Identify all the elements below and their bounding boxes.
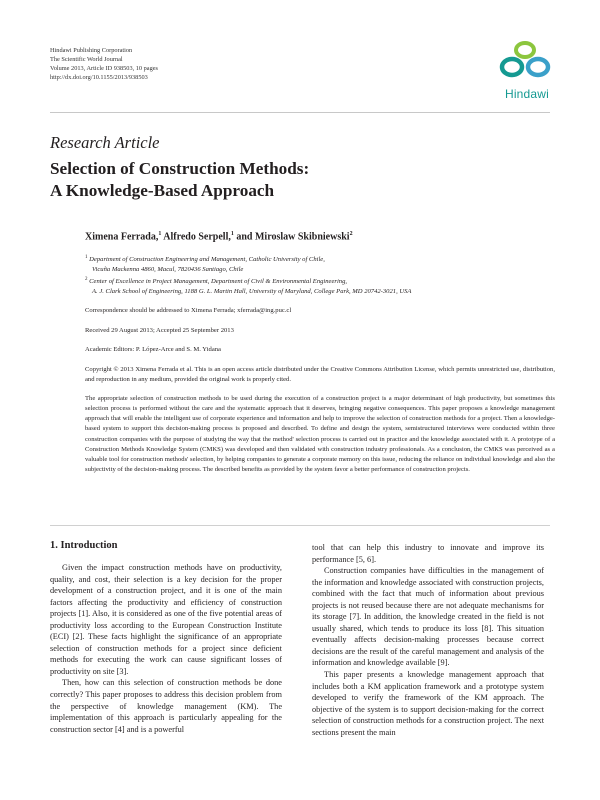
publisher-name: Hindawi Publishing Corporation bbox=[50, 47, 133, 54]
author-affiliation-mark: 1 bbox=[230, 231, 234, 237]
affiliation-2-address: A. J. Clark School of Engineering, 1188 G. L. Martin Hall, University of Maryland, College Park, MD 20742-3021, USA bbox=[92, 288, 412, 296]
doi-link[interactable]: http://dx.doi.org/10.1155/2013/938503 bbox=[50, 74, 148, 81]
author-affiliation-mark: 2 bbox=[349, 231, 353, 237]
affiliations bbox=[85, 253, 555, 297]
abstract: The appropriate selection of construction methods to be used during the execution of a construction project is a major determinant of high productivity, but sometimes this selection process is performed without the care and the systematic approach that it deserves, bringing negative consequences. This paper proposes a knowledge management approach that will enable the intelligent use of corporate experience and information and help to improve the selection of construction methods for a project. Then a knowledge-based system to support this decision-making process is proposed and described. To define and design the system, semistructured interviews were conducted within three construction companies with the purpose of studying the way that the method' selection process is carried out in practice and the knowledge associated with it. A prototype of a Construction Methods Knowledge System (CMKS) was developed and then validated with construction industry professionals. As a conclusion, the CMKS was perceived as a valuable tool for construction methods' selection, by helping companies to generate a corporate memory on this issue, reducing the reliance on individual knowledge and also the subjectivity of the decision-making process. The described benefits as provided by the system favor a better performance of construction projects. bbox=[85, 395, 555, 474]
author-name: and Miroslaw Skibniewski bbox=[236, 231, 350, 243]
author-name: Alfredo Serpell, bbox=[163, 231, 231, 243]
paragraph: Then, how can this selection of construction methods be done correctly? This paper proposes to address this decision problem from the perspective of knowledge management (KM). The implementation of this approach is particularly appealing for the construction sector [4] and is a powerful bbox=[50, 678, 282, 734]
header-divider bbox=[50, 112, 550, 113]
article-type: Research Article bbox=[50, 133, 160, 152]
paragraph: tool that can help this industry to innovate and improve its performance [5, 6]. bbox=[312, 543, 544, 564]
author-affiliation-mark: 1 bbox=[158, 231, 162, 237]
hindawi-rings-icon bbox=[494, 38, 556, 88]
academic-editors: Academic Editors: P. López-Arce and S. M. Yidana bbox=[85, 346, 221, 353]
journal-header bbox=[50, 46, 158, 82]
hindawi-logo bbox=[494, 38, 556, 104]
author-list bbox=[85, 231, 353, 242]
correspondence: Correspondence should be addressed to Ximena Ferrada; xferrada@ing.puc.cl bbox=[85, 307, 292, 314]
paragraph: This paper presents a knowledge management approach that includes both a KM application framework and a prototype system developed to verify the framework of the KM approach. The objective of the system is to support decision-making for the correct selection of construction methods for a construction project. The next sections present the main bbox=[312, 670, 544, 737]
affiliation-1-address: Vicuña Mackenna 4860, Macul, 7820436 Santiago, Chile bbox=[92, 266, 244, 274]
section-divider bbox=[50, 525, 550, 526]
author-name: Ximena Ferrada, bbox=[85, 231, 159, 243]
article-title bbox=[50, 158, 550, 202]
section-heading: 1. Introduction bbox=[50, 540, 118, 551]
affiliation-1: $^1$ Department of Construction Engineering and Management, Catholic University of Chile, bbox=[85, 255, 325, 264]
paragraph: Given the impact construction methods have on productivity, quality, and cost, their selection is a key decision for the proper development of a construction project, and it is one of the main factors affecting the productivity and efficiency of construction projects [1]. Also, it is considered as one of the five potential areas of productivity loss according to the European Construction Institute (ECI) [2]. These facts highlight the significance of an appropriate selection of construction methods for a project since deficient methods for executing the work can cause significant losses of productivity on site [3]. bbox=[50, 563, 282, 676]
journal-name: The Scientific World Journal bbox=[50, 56, 123, 63]
title-line-1: Selection of Construction Methods: bbox=[50, 159, 310, 178]
copyright-notice: Copyright © 2013 Ximena Ferrada et al. This is an open access article distributed under the Creative Commons Attribution License, which permits unrestricted use, distribution, and reproduction in any medium, provided the original work is properly cited. bbox=[85, 366, 555, 383]
received-accepted-dates: Received 29 August 2013; Accepted 25 September 2013 bbox=[85, 327, 234, 334]
affiliation-2: $^2$ Center of Excellence in Project Management, Department of Civil & Environmental Engineering, bbox=[85, 277, 348, 286]
left-column bbox=[50, 562, 282, 735]
volume-info: Volume 2013, Article ID 938503, 10 pages bbox=[50, 65, 158, 72]
paragraph: Construction companies have difficulties in the management of the information and knowledge associated with construction projects, combined with the fact that much of information about previous projects is not reused because there are not adequate mechanisms for its storage [7]. In addition, the knowledge created in the field is not usually shared, which tends to produce its loss [8]. This situation eventually affects decision-making processes because correct decisions are the result of the careful management and analysis of the information and knowledge available [9]. bbox=[312, 566, 544, 668]
hindawi-logo-text: Hindawi bbox=[504, 87, 550, 101]
title-line-2: A Knowledge-Based Approach bbox=[50, 181, 275, 200]
right-column bbox=[312, 542, 544, 738]
